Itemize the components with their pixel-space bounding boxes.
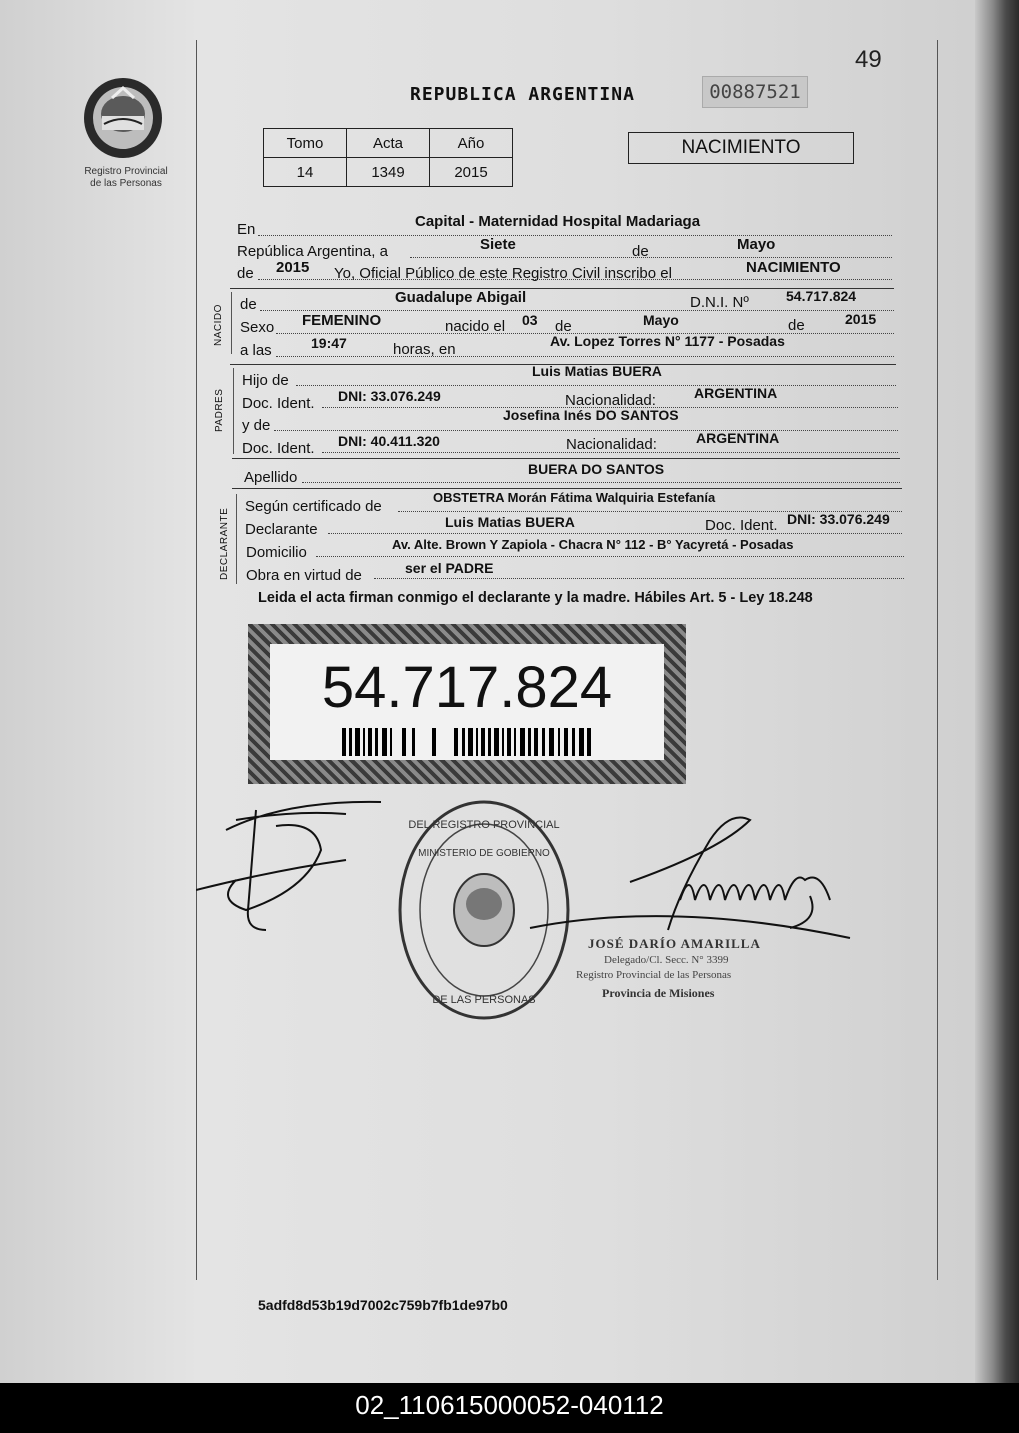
country-title: REPUBLICA ARGENTINA <box>410 84 635 105</box>
dotted-line <box>296 385 896 386</box>
signer-province: Provincia de Misiones <box>602 986 715 1000</box>
birth-time: 19:47 <box>311 335 347 351</box>
label-nacido-el: nacido el <box>445 318 506 335</box>
section-divider <box>232 458 900 459</box>
declarant-doc: DNI: 33.076.249 <box>787 511 890 527</box>
signer-role: Delegado/Cl. Secc. N° 3399 <box>604 954 729 966</box>
svg-text:DE LAS PERSONAS: DE LAS PERSONAS <box>432 994 536 1006</box>
registry-value-ano: 2015 <box>430 158 513 187</box>
logo-caption <box>70 166 182 190</box>
act-year: 2015 <box>276 259 310 276</box>
label-dni: D.N.I. Nº <box>690 294 749 311</box>
act-day: Siete <box>480 236 516 253</box>
label-official: Yo, Oficial Público de este Registro Civil inscribo el <box>334 265 672 282</box>
label-nationality-father: Nacionalidad: <box>565 392 656 409</box>
mother-nationality: ARGENTINA <box>696 430 780 446</box>
act-inscription: NACIMIENTO <box>746 259 841 276</box>
registry-header-row <box>264 129 513 158</box>
serial-number: 00887521 <box>702 76 808 108</box>
birth-year: 2015 <box>845 311 877 327</box>
father-nationality: ARGENTINA <box>694 385 778 401</box>
record-type-box: NACIMIENTO <box>628 132 854 164</box>
label-apellido: Apellido <box>244 469 298 486</box>
dotted-line <box>274 430 898 431</box>
dotted-line <box>374 578 904 579</box>
logo-caption-line1: Registro Provincial <box>84 166 168 177</box>
dotted-line <box>302 482 900 483</box>
provincial-seal-logo <box>82 76 164 160</box>
dotted-line <box>410 257 892 258</box>
right-margin-line <box>937 40 938 1280</box>
label-de: de <box>240 296 257 313</box>
registry-header-tomo: Tomo <box>264 129 347 158</box>
dotted-line <box>328 533 902 534</box>
registry-value-tomo: 14 <box>264 158 347 187</box>
dni-number-large: 54.717.824 <box>321 655 613 720</box>
father-name: Luis Matias BUERA <box>532 363 662 379</box>
registry-header-ano: Año <box>430 129 513 158</box>
surname: BUERA DO SANTOS <box>528 461 665 477</box>
dni-barcode-label <box>248 624 686 784</box>
label-republica: República Argentina, a <box>237 243 388 260</box>
dotted-line <box>316 556 904 557</box>
act-month: Mayo <box>737 236 776 253</box>
dni-label-panel <box>270 644 664 760</box>
left-margin-line <box>196 40 197 1280</box>
newborn-name: Guadalupe Abigail <box>395 289 527 306</box>
label-doc-father: Doc. Ident. <box>242 395 315 412</box>
declarant-name: Luis Matias BUERA <box>445 514 575 530</box>
signer-name: JOSÉ DARÍO AMARILLA <box>588 936 761 951</box>
registry-header-acta: Acta <box>347 129 430 158</box>
label-sexo: Sexo <box>240 319 275 336</box>
label-obra: Obra en virtud de <box>246 567 362 584</box>
label-de-year: de <box>788 317 805 334</box>
declarant-address: Av. Alte. Brown Y Zapiola - Chacra N° 112 - B° Yacyretá - Posadas <box>392 537 794 552</box>
label-nationality-mother: Nacionalidad: <box>566 436 657 453</box>
label-horas: horas, en <box>393 341 456 358</box>
registry-value-row <box>264 158 513 187</box>
signer-office: Registro Provincial de las Personas <box>576 969 732 981</box>
document-hash: 5adfd8d53b19d7002c759b7fb1de97b0 <box>258 1297 508 1313</box>
label-de: de <box>632 243 649 260</box>
declarant-capacity: ser el PADRE <box>405 560 494 576</box>
act-place: Capital - Maternidad Hospital Madariaga <box>415 213 701 230</box>
section-label-padres: PADRES <box>214 388 225 432</box>
label-de2: de <box>237 265 254 282</box>
label-certificado: Según certificado de <box>245 498 382 515</box>
barcode <box>342 728 592 756</box>
birth-day: 03 <box>522 312 538 328</box>
label-de-month: de <box>555 318 572 335</box>
label-declarante: Declarante <box>245 521 318 538</box>
official-signature <box>520 810 860 950</box>
section-bracket <box>233 368 234 454</box>
dotted-line <box>258 235 892 236</box>
section-divider <box>232 488 902 489</box>
label-y-de: y de <box>242 417 271 434</box>
label-doc-declarant: Doc. Ident. <box>705 517 778 534</box>
birth-month: Mayo <box>643 312 679 328</box>
label-domicilio: Domicilio <box>246 544 307 561</box>
label-en: En <box>237 221 256 238</box>
newborn-sex: FEMENINO <box>302 312 382 329</box>
dotted-line <box>260 310 894 311</box>
certificate-issuer: OBSTETRA Morán Fátima Walquiria Estefanía <box>433 490 716 505</box>
section-label-nacido: NACIDO <box>213 304 224 346</box>
father-doc: DNI: 33.076.249 <box>338 388 441 404</box>
label-doc-mother: Doc. Ident. <box>242 440 315 457</box>
mother-doc: DNI: 40.411.320 <box>338 433 440 449</box>
section-bracket <box>236 494 237 584</box>
registry-value-acta: 1349 <box>347 158 430 187</box>
svg-text:MINISTERIO DE GOBIERNO: MINISTERIO DE GOBIERNO <box>418 848 550 859</box>
newborn-dni: 54.717.824 <box>786 288 857 304</box>
label-a-las: a las <box>240 342 272 359</box>
declarant-signature <box>196 790 386 940</box>
birth-address: Av. Lopez Torres N° 1177 - Posadas <box>550 333 785 349</box>
svg-text:DEL REGISTRO PROVINCIAL: DEL REGISTRO PROVINCIAL <box>408 819 560 831</box>
label-hijo: Hijo de <box>242 372 289 389</box>
mother-name: Josefina Inés DO SANTOS <box>503 407 679 423</box>
page-edge-shadow <box>975 0 1019 1383</box>
section-bracket <box>231 292 232 354</box>
scan-footer-id: 02_110615000052-040112 <box>0 1383 1019 1433</box>
dotted-line <box>276 356 894 357</box>
logo-caption-line2: de las Personas <box>90 178 162 189</box>
registry-table <box>263 128 513 187</box>
legal-statement: Leida el acta firman conmigo el declarante y la madre. Hábiles Art. 5 - Ley 18.248 <box>258 590 813 606</box>
section-label-declarante: DECLARANTE <box>219 507 230 580</box>
page-number: 49 <box>855 46 882 73</box>
